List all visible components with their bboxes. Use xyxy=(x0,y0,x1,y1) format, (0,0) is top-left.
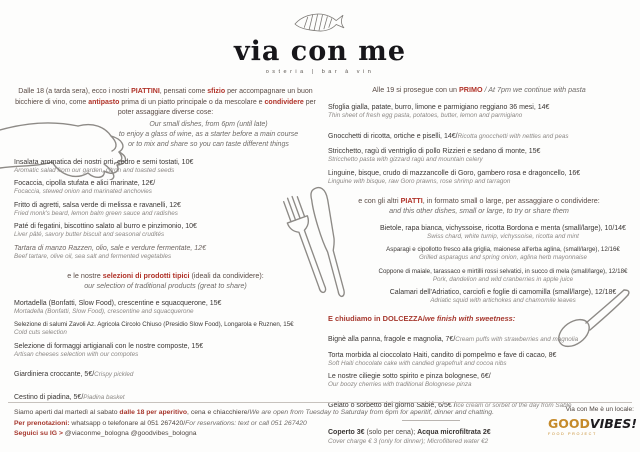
intro-keyword: condividere xyxy=(264,98,304,106)
dish-name: Linguine, bisque, crudo di mazzancolle di Goro, gambero rosa e dragoncello, 16€ xyxy=(328,169,581,177)
menu-item xyxy=(14,386,317,404)
dish-name-en: Crispy pickled xyxy=(94,371,134,378)
dish-name: Selezione di formaggi artigianali con le nostre composte, 15€ xyxy=(14,342,204,350)
dish-name-en: Aromatic salad from our garden, citron and toasted seeds xyxy=(14,166,175,174)
dish-name: Gelato o sorbetto del giorno Sablé, 6/5€ / xyxy=(328,401,456,409)
intro-en-line: to enjoy a glass of wine, as a starter before a main course xyxy=(118,130,299,138)
dish-name: Focaccia, cipolla stufata e alici marinate, 12€/ xyxy=(14,180,156,187)
menu-item xyxy=(328,125,630,143)
dish-name-en: Cream puffs with strawberries and magnolia xyxy=(455,336,579,343)
cover-charge-text: (solo per cena); xyxy=(364,428,418,436)
dish-name-en: Beef tartare, olive oil, sea salt and fermented vegetables xyxy=(14,252,172,260)
dish-name-en: Stricchetto pasta with gizzard ragù and mountain celery xyxy=(328,156,483,163)
piattini-list xyxy=(14,158,317,261)
phone-number: whatsapp o telefonare al 051 267420/ xyxy=(69,419,186,427)
dish-name-en: Soft Haiti chocolate cake with candied grapefruit and cocoa nibs xyxy=(328,359,507,367)
primi-list xyxy=(328,103,630,186)
goodvibes-vibes: VIBES xyxy=(589,416,632,431)
piattini-intro xyxy=(14,87,317,119)
primi-header xyxy=(328,85,630,94)
opening-hours xyxy=(14,408,514,419)
footer-keyword: Seguici su IG > xyxy=(14,430,63,437)
menu-item xyxy=(328,351,630,368)
footer-keyword: Per prenotazioni: xyxy=(14,419,70,427)
header-english: our selection of traditional products (great to share) xyxy=(84,280,247,290)
dish-name-en: Linguine with bisque, raw Goro prawns, rose shrimp and tarragon xyxy=(328,177,511,185)
dish-name: Gnocchetti di ricotta, ortiche e piselli, 14€/ xyxy=(328,132,458,140)
dolcezza-header xyxy=(328,314,630,324)
menu-item xyxy=(14,201,317,218)
restaurant-subtitle: osteria | bar à vin xyxy=(265,69,375,75)
menu-item xyxy=(14,158,317,175)
header-text: e le nostre xyxy=(67,270,103,280)
header-keyword: PRIMO xyxy=(458,85,483,94)
dish-name: Selezione di salumi Zavoli Az. Agricola Circolo Chiuso (Presidio Slow Food), Longarola e Ruznen, 15€ xyxy=(14,321,294,328)
header-english: / At 7pm we continue with pasta xyxy=(482,85,586,94)
header-text: E chiudiamo in DOLCEZZA/ xyxy=(328,314,425,323)
menu-item xyxy=(328,372,630,389)
menu-item xyxy=(376,288,630,305)
intro-keyword: PIATTINI xyxy=(131,88,160,95)
dish-name-en: Thin sheet of fresh egg pasta, potatoes, butter, lemon and parmigiano xyxy=(328,112,523,119)
dish-name-en: Fried monk's beard, lemon balm green sauce and radishes xyxy=(14,209,178,217)
menu-item xyxy=(376,224,630,241)
footer-keyword: dalle 18 per aperitivo xyxy=(119,409,188,416)
piatti-list xyxy=(328,224,630,306)
footer-divider xyxy=(8,402,632,403)
dish-name: Giardiniera croccante, 5€/ xyxy=(14,371,95,378)
dish-name-en: Pork, dandelion and wild cranberries in apple juice xyxy=(432,275,574,283)
cover-charge-label: Coperto 3€ xyxy=(328,428,365,436)
dish-name-en: Ice cream or sorbet of the day from Sablé xyxy=(455,401,572,409)
menu-item xyxy=(14,299,317,316)
dish-name-en: Ricotta gnocchetti with nettles and peas xyxy=(457,132,569,140)
intro-keyword: antipasto xyxy=(88,98,120,106)
venue-note: Via con Me è un locale: xyxy=(565,406,634,413)
intro-en-line: or to mix and share so you can taste different things xyxy=(128,140,289,148)
intro-keyword: sfizio xyxy=(207,88,226,95)
dish-name-en: Swiss chard, white turnip, vichyssoise, ricotta and mint xyxy=(427,232,579,240)
dish-name-en: Cold cuts selection xyxy=(14,329,67,336)
dish-name-en: Grilled asparagus and spring onion, aglina herb mayonnaise xyxy=(418,254,588,261)
header-english: and this other dishes, small or large, to try or share them xyxy=(389,205,569,215)
dish-name: Bignè alla panna, fragole e magnolia, 7€/ xyxy=(328,336,456,343)
selections-list xyxy=(14,299,317,404)
menu-item xyxy=(328,328,630,346)
header-text: (ideali da condividere): xyxy=(189,270,264,280)
menu-item xyxy=(376,267,630,284)
dish-name: Cestino di piadina, 5€/ xyxy=(14,393,84,401)
menu-item xyxy=(14,342,317,359)
menu-item xyxy=(14,179,317,196)
fish-icon xyxy=(293,10,347,36)
dish-name-en: Mortadella (Bonfatti, Slow Food), crescentine and squacquerone xyxy=(14,307,194,315)
social-handles xyxy=(14,429,514,440)
dish-name-en: Focaccia, stewed onion and marinated anchovies xyxy=(14,188,152,195)
menu-item xyxy=(376,245,630,262)
header-text: , in formato small o large, per assaggiare o condividere: xyxy=(422,195,600,205)
left-column xyxy=(14,87,317,408)
goodvibes-logo xyxy=(548,418,638,440)
reservations xyxy=(14,419,514,430)
menu-item xyxy=(328,147,630,164)
dish-name: Bietole, rapa bianca, vichyssoise, ricotta Bordona e menta (small/large), 10/14€ xyxy=(380,224,626,232)
footer-english: We are open from Tuesday to Saturday from 6pm for aperitif, dinner and chatting. xyxy=(249,409,494,416)
footer xyxy=(14,408,514,440)
dish-name: Torta morbida al cioccolato Haiti, candito di pompelmo e fave di cacao, 8€ xyxy=(328,351,557,359)
restaurant-title: via con me xyxy=(233,36,407,67)
dish-name: Calamari dell'Adriatico, carciofi e foglie di camomilla (small/large), 12/18€ xyxy=(389,289,617,296)
header-keyword: selezioni di prodotti tipici xyxy=(102,270,190,280)
intro-text: , pensati come xyxy=(159,88,208,95)
instagram-handles: @viaconme_bologna @goodvibes_bologna xyxy=(62,430,197,437)
goodvibes-good: GOOD xyxy=(548,416,590,431)
goodvibes-tagline: FOOD PROJECT xyxy=(548,432,597,436)
dish-name: Paté di fegatini, biscottino salato al burro e pinzimonio, 10€ xyxy=(14,223,197,230)
menu-item xyxy=(328,103,630,120)
cover-charge-english: Cover charge € 3 (only for dinner); Microfiltered water €2 xyxy=(328,437,489,445)
dish-name-en: Piadina basket xyxy=(83,393,125,401)
dish-name-en: Our boozy cherries with traditional Bolognese pinza xyxy=(328,381,472,388)
dish-name: Mortadella (Bonfatti, Slow Food), crescentine e squacquerone, 15€ xyxy=(14,299,222,307)
menu-item xyxy=(14,363,317,381)
intro-text: Dalle 18 (a tarda sera), ecco i nostri xyxy=(18,88,132,95)
intro-text: per poter assaggiare diverse cose: xyxy=(117,98,316,116)
footer-english: For reservations: text or call 051 267420 xyxy=(185,419,307,427)
dolcezza-list xyxy=(328,328,630,412)
menu-item xyxy=(14,222,317,239)
dish-name: Insalata aromatica dei nostri orti, cedro e semi tostati, 10€ xyxy=(14,158,194,166)
piattini-intro-english xyxy=(14,120,317,150)
footer-text: Siamo aperti dal martedì al sabato xyxy=(14,409,120,416)
dish-name: Stricchetto, ragù di ventriglio di pollo Rizzieri e sedano di monte, 15€ xyxy=(328,148,541,155)
menu-item xyxy=(328,169,630,186)
dish-name: Fritto di agretti, salsa verde di melissa e ravanelli, 12€ xyxy=(14,201,181,209)
menu-header xyxy=(0,10,640,75)
dish-name-en: Artisan cheeses selection with our compotes xyxy=(14,350,139,358)
dish-name: Coppone di maiale, tarassaco e mirtilli rossi selvatici, in succo di mela (small/large), 12/18€ xyxy=(378,267,628,275)
dish-name-en: Adriatic squid with artichokes and chamomile leaves xyxy=(430,297,576,304)
intro-en-line: Our small dishes, from 6pm (until late) xyxy=(149,120,268,128)
right-column xyxy=(328,85,630,446)
goodvibes-wordmark xyxy=(548,418,638,429)
menu-item xyxy=(14,320,317,337)
dish-name: Tartara di manzo Razzen, olio, sale e verdure fermentate, 12€ xyxy=(14,244,206,252)
header-english: we finish with sweetness: xyxy=(424,314,516,323)
dish-name: Sfoglia gialla, patate, burro, limone e parmigiano reggiano 36 mesi, 14€ xyxy=(328,104,550,111)
dish-name-en: Liver pâté, savory butter biscuit and seasonal crudités xyxy=(14,231,165,238)
goodvibes-bang: ! xyxy=(631,416,637,431)
water-label: Acqua microfiltrata 2€ xyxy=(417,428,491,436)
dish-name: Le nostre ciliegie sotto spirito e pinza bolognese, 6€/ xyxy=(328,373,491,380)
menu-item xyxy=(14,244,317,261)
selections-header xyxy=(14,271,317,291)
dish-name: Asparagi e cipollotto fresco alla griglia, maionese all'erba aglina, (small/large), 12/16€ xyxy=(386,246,620,253)
intro-text: prima di un piatto principale o da mescolare e xyxy=(119,98,265,106)
intro-text: per accompagnare un buon bicchiere di vino, come xyxy=(15,88,313,106)
footer-text: , cena e chiacchiere/ xyxy=(187,409,250,416)
header-text: e con gli altri xyxy=(358,195,401,205)
header-text: Alle 19 si prosegue con un xyxy=(372,85,459,94)
piatti-header xyxy=(328,196,630,216)
header-keyword: PIATTI xyxy=(400,195,423,205)
